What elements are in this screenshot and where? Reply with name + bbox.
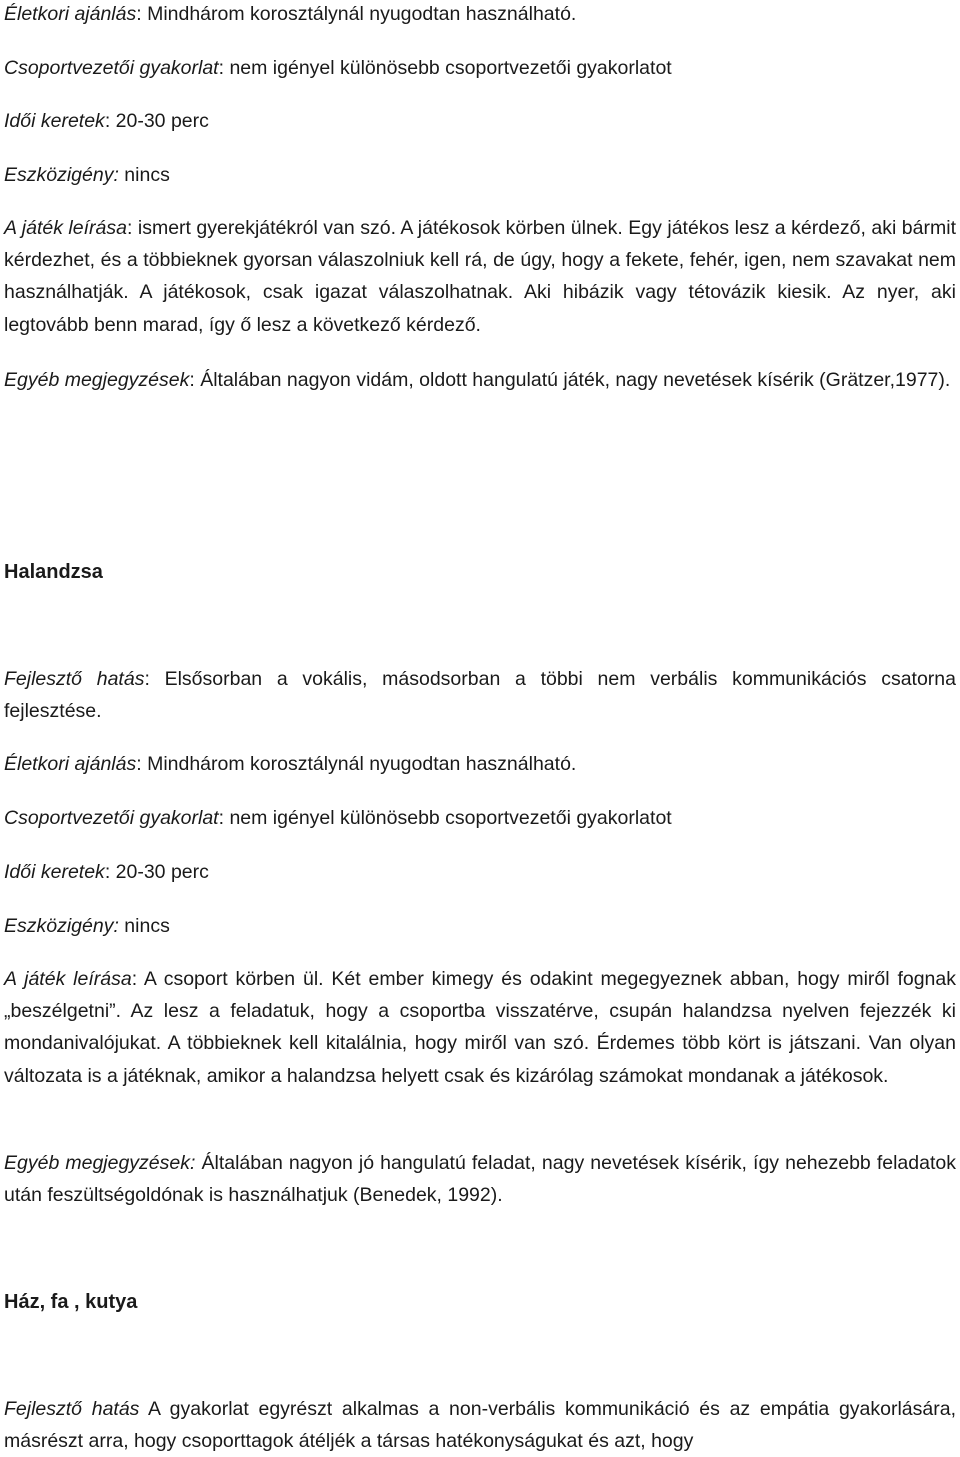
- s1-leader-label: Csoportvezetői gyakorlat: [4, 57, 219, 79]
- s1-age-value: : Mindhárom korosztálynál nyugodtan használható.: [136, 3, 577, 25]
- s2-effect-value: : Elsősorban a vokális, másodsorban a többi nem verbális kommunikációs csatorna fejlesztése.: [4, 668, 956, 723]
- s1-tools-value: nincs: [118, 164, 170, 186]
- s2-age-line: [4, 748, 576, 780]
- s3-effect: [4, 1393, 956, 1457]
- s1-time-label: Idői keretek: [4, 110, 105, 132]
- s2-leader-line: [4, 802, 672, 834]
- s1-desc-value: : ismert gyerekjátékról van szó. A játékosok körben ülnek. Egy játékos lesz a kérdező, aki bármit kérdezhet, és a többieknek gyorsan válaszolniuk kell rá, de úgy, hogy a fekete, fehér, igen, nem szavakat nem használhatják. A játékosok, csak igazat válaszolhatnak. Aki hibázik vagy tétovázik kiesik. Az nyer, aki legtovább benn marad, így ő lesz a következő kérdező.: [4, 217, 956, 336]
- s2-effect-label: Fejlesztő hatás: [4, 668, 145, 690]
- s2-title: Halandzsa: [4, 561, 103, 583]
- s3-effect-value: A gyakorlat egyrészt alkalmas a non-verbális kommunikáció és az empátia gyakorlására, másrészt arra, hogy csoporttagok átéljék a társas hatékonyságukat és azt, hogy: [4, 1398, 957, 1453]
- s1-time-value: : 20-30 perc: [104, 110, 209, 132]
- s1-time-line: [4, 105, 209, 137]
- s2-effect: [4, 663, 956, 727]
- s2-description: [4, 963, 956, 1092]
- s2-time-value: : 20-30 perc: [104, 861, 209, 883]
- s1-tools-label: Eszközigény:: [4, 164, 119, 186]
- s1-tools-line: [4, 159, 170, 191]
- s1-notes-value: : Általában nagyon vidám, oldott hangulatú játék, nagy nevetések kísérik (Grätzer,1977).: [189, 369, 951, 391]
- s3-effect-label: Fejlesztő hatás: [4, 1398, 140, 1420]
- s1-age-line: [4, 0, 576, 30]
- s2-time-line: [4, 856, 209, 888]
- s1-notes-label: Egyéb megjegyzések: [4, 369, 190, 391]
- s1-leader-value: : nem igényel különösebb csoportvezetői gyakorlatot: [218, 57, 672, 79]
- s2-notes-label: Egyéb megjegyzések:: [4, 1152, 196, 1174]
- s2-tools-value: nincs: [118, 915, 170, 937]
- s2-age-label: Életkori ajánlás: [4, 753, 137, 775]
- s2-desc-label: A játék leírása: [4, 968, 132, 990]
- s1-description: [4, 212, 956, 341]
- s2-tools-line: [4, 910, 170, 942]
- s2-notes-value: Általában nagyon jó hangulatú feladat, nagy nevetések kísérik, így nehezebb feladatok után feszültségoldónak is használhatjuk (Benedek, 1992).: [4, 1152, 956, 1207]
- s3-title: Ház, fa , kutya: [4, 1291, 138, 1313]
- s1-notes: [4, 364, 956, 396]
- s2-time-label: Idői keretek: [4, 861, 105, 883]
- s1-age-label: Életkori ajánlás: [4, 3, 137, 25]
- s2-leader-label: Csoportvezetői gyakorlat: [4, 807, 219, 829]
- s2-age-value: : Mindhárom korosztálynál nyugodtan használható.: [136, 753, 577, 775]
- s2-leader-value: : nem igényel különösebb csoportvezetői gyakorlatot: [218, 807, 672, 829]
- s1-desc-label: A játék leírása: [4, 217, 127, 239]
- s2-desc-value: : A csoport körben ül. Két ember kimegy és odakint megegyeznek abban, hogy miről fognak „beszélgetni”. Az lesz a feladatuk, hogy a csoportba visszatérve, csupán halandzsa nyelven fejezzék ki mondanivalójukat. A többieknek kell kitalálnia, hogy miről van szó. Érdemes több kört is játszani. Van olyan változata is a játéknak, amikor a halandzsa helyett csak és kizárólag számokat mondanak a játékosok.: [4, 968, 957, 1087]
- s2-notes: [4, 1147, 956, 1211]
- s1-leader-line: [4, 52, 672, 84]
- s2-tools-label: Eszközigény:: [4, 915, 119, 937]
